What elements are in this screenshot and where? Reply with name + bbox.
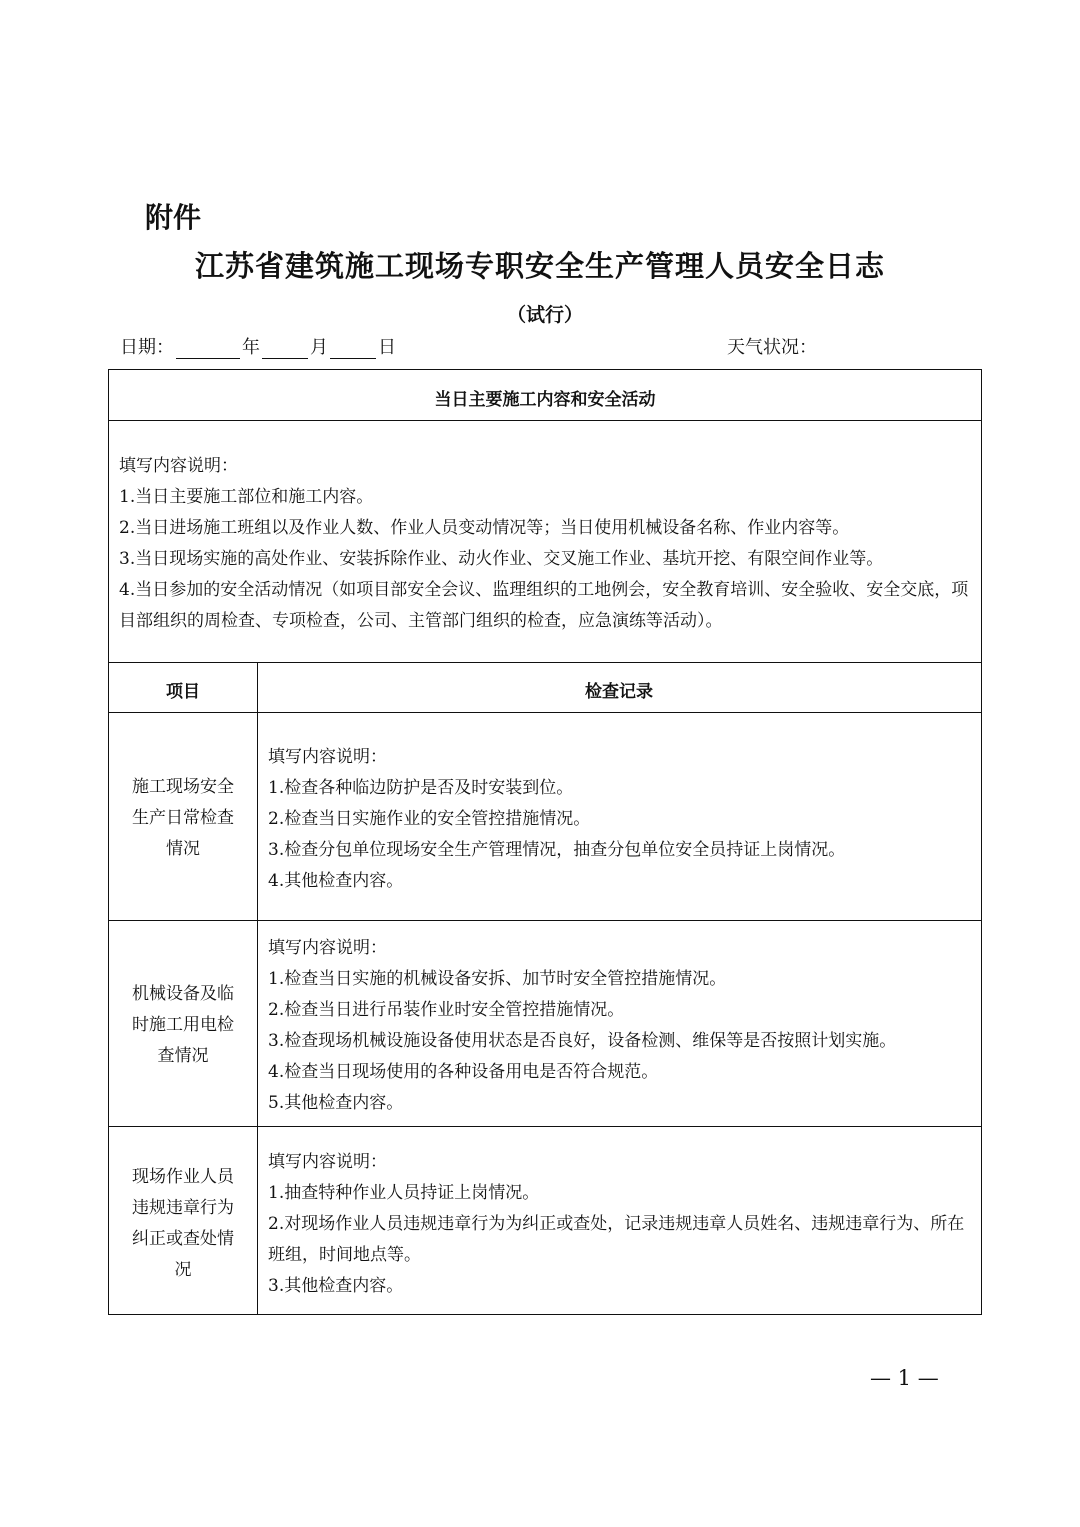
row-label-line: 纠正或查处情 <box>132 1229 234 1249</box>
record-item: 1.检查各种临边防护是否及时安装到位。 <box>268 778 574 798</box>
column-header-record: 检查记录 <box>585 682 653 702</box>
record-item: 3.检查现场机械设施设备使用状态是否良好，设备检测、维保等是否按照计划实施。 <box>268 1031 897 1051</box>
attachment-label: 附件 <box>145 201 202 234</box>
row-label-line: 况 <box>174 1260 192 1280</box>
document-title: 江苏省建筑施工现场专职安全生产管理人员安全日志 <box>194 249 885 283</box>
column-header-item: 项目 <box>166 682 200 702</box>
section-heading: 当日主要施工内容和安全活动 <box>434 390 656 410</box>
row-label-line: 机械设备及临 <box>132 984 234 1004</box>
date-label: 日期： <box>120 337 174 358</box>
date-line <box>120 333 396 359</box>
table-rule <box>109 712 981 713</box>
row-label-line: 施工现场安全 <box>132 777 234 797</box>
row-label-line: 现场作业人员 <box>132 1167 234 1187</box>
year-field[interactable] <box>176 340 240 359</box>
record-item: 3.其他检查内容。 <box>268 1276 404 1296</box>
document-subtitle: （试行） <box>506 304 583 326</box>
table-rule <box>109 920 981 921</box>
record-item: 1.检查当日实施的机械设备安拆、加节时安全管控措施情况。 <box>268 969 727 989</box>
record-item: 2.检查当日实施作业的安全管控措施情况。 <box>268 809 591 829</box>
month-field[interactable] <box>262 340 308 359</box>
record-item: 2.对现场作业人员违规违章行为为纠正或查处，记录违规违章人员姓名、违规违章行为、所在班组，时间地点等。 <box>268 1214 965 1265</box>
column-divider <box>257 662 258 1314</box>
record-item: 2.检查当日进行吊装作业时安全管控措施情况。 <box>268 1000 625 1020</box>
year-label: 年 <box>242 337 260 358</box>
record-item: 4.其他检查内容。 <box>268 871 404 891</box>
record-item: 3.检查分包单位现场安全生产管理情况，抽查分包单位安全员持证上岗情况。 <box>268 840 846 860</box>
table-rule <box>109 1126 981 1127</box>
row-label-line: 查情况 <box>157 1046 209 1066</box>
day-field[interactable] <box>330 340 376 359</box>
row-label <box>109 772 257 865</box>
row-label-line: 生产日常检查 <box>132 808 234 828</box>
row-record[interactable] <box>268 742 973 897</box>
weather-label: 天气状况： <box>727 337 817 358</box>
row-label-line: 违规违章行为 <box>132 1198 234 1218</box>
row-label-line: 时施工用电检 <box>132 1015 234 1035</box>
record-item: 4.检查当日现场使用的各种设备用电是否符合规范。 <box>268 1062 659 1082</box>
row-record[interactable] <box>268 1147 975 1302</box>
day-label: 日 <box>378 337 396 358</box>
instruction-item: 2.当日进场施工班组以及作业人数、作业人员变动情况等；当日使用机械设备名称、作业内容等。 <box>119 518 850 538</box>
row-label-line: 情况 <box>166 839 200 859</box>
section-instructions <box>119 451 971 637</box>
safety-log-table <box>108 369 982 1315</box>
row-label <box>109 979 257 1072</box>
record-item: 5.其他检查内容。 <box>268 1093 404 1113</box>
instruction-item: 1.当日主要施工部位和施工内容。 <box>119 487 374 507</box>
instruction-item: 3.当日现场实施的高处作业、安装拆除作业、动火作业、交叉施工作业、基坑开挖、有限空间作业等。 <box>119 549 884 569</box>
record-intro: 填写内容说明： <box>268 1152 387 1172</box>
month-label: 月 <box>310 337 328 358</box>
record-item: 1.抽查特种作业人员持证上岗情况。 <box>268 1183 540 1203</box>
instruction-item: 4.当日参加的安全活动情况（如项目部安全会议、监理组织的工地例会，安全教育培训、安全验收、安全交底，项目部组织的周检查、专项检查，公司、主管部门组织的检查，应急演练等活动）。 <box>119 580 969 631</box>
record-intro: 填写内容说明： <box>268 747 387 767</box>
page-number: — 1 — <box>870 1366 939 1390</box>
table-rule <box>109 420 981 421</box>
table-rule <box>109 662 981 663</box>
row-label <box>109 1162 257 1286</box>
record-intro: 填写内容说明： <box>268 938 387 958</box>
row-record[interactable] <box>268 933 973 1119</box>
instructions-intro: 填写内容说明： <box>119 456 238 476</box>
